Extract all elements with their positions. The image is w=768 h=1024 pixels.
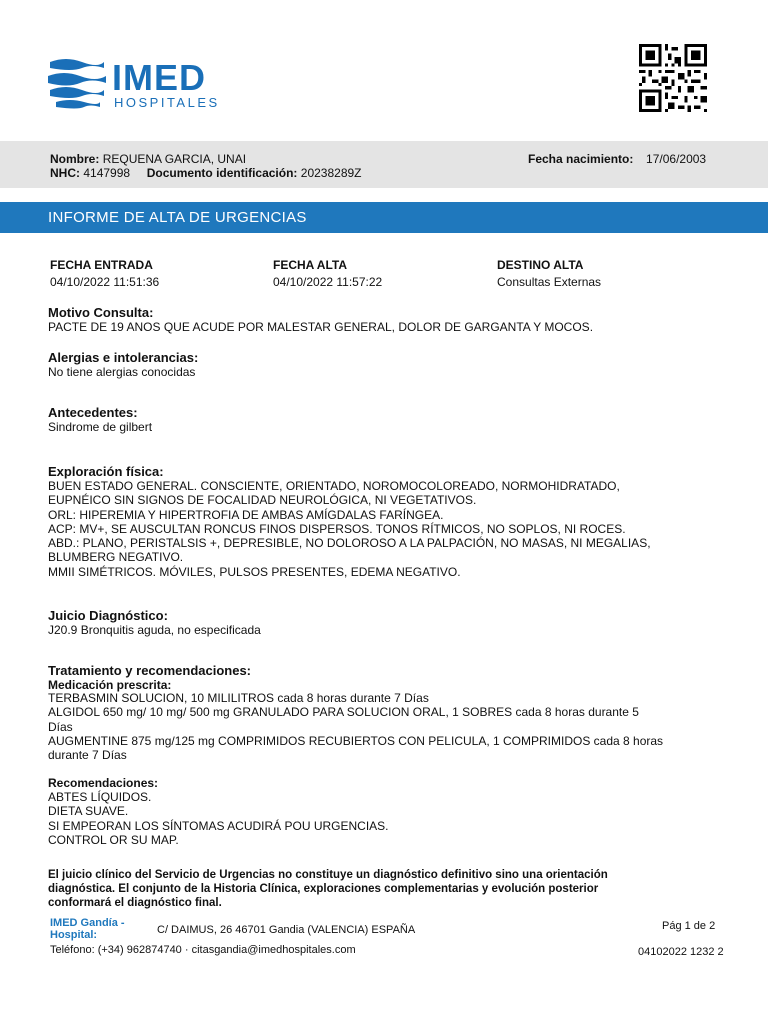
discharge-date-value: 04/10/2022 11:57:22 (273, 275, 383, 289)
disclaimer-text: El juicio clínico del Servicio de Urgencias no constituye un diagnóstico definitivo sino una orientación diagnóstica. El conjunto de la Historia Clínica, exploraciones complementarias y evolución posterior conformará el diagnóstico final. (48, 869, 608, 909)
footer-hospital-label: IMED Gandía - Hospital: (50, 917, 125, 941)
patient-birth-row (528, 152, 706, 166)
patient-birth-label: Fecha nacimiento: (528, 152, 634, 166)
brand-name: IMED (112, 57, 206, 98)
footer-page-number: Pág 1 de 2 (662, 920, 716, 932)
brand-tagline: HOSPITALES (114, 95, 220, 110)
exploracion-text: BUEN ESTADO GENERAL. CONSCIENTE, ORIENTADO, NOROMOCOLOREADO, NORMOHIDRATADO, EUPNÉICO SIN SIGNOS DE FOCALIDAD NEUROLÓGICA, NI VEGETATIVOS. ORL: HIPEREMIA Y HIPERTROFIA DE AMBAS AMÍGDALAS FARÍNGEA. ACP: MV+, SE AUSCULTAN RONCUS FINOS DISPERSOS. TONOS RÍTMICOS, NO SOPLOS, NI ROCES. ABD.: PLANO, PERISTALSIS +, DEPRESIBLE, NO DOLOROSO A LA PALPACIÓN, NO MASAS, NI MEGALIAS, BLUMBERG NEGATIVO. MMII SIMÉTRICOS. MÓVILES, PULSOS PRESENTES, EDEMA NEGATIVO. (48, 479, 651, 579)
report-title: INFORME DE ALTA DE URGENCIAS (48, 209, 307, 226)
patient-birth-value: 17/06/2003 (646, 152, 707, 166)
imed-waves-icon (46, 56, 108, 112)
alergias-heading: Alergias e intolerancias: (48, 350, 199, 365)
entry-date-value: 04/10/2022 11:51:36 (50, 275, 160, 289)
patient-nhc-label: NHC: (50, 166, 80, 180)
patient-doc-label: Documento identificación: (146, 166, 298, 180)
recomendaciones-heading: Recomendaciones: (48, 776, 159, 790)
footer-contact: Teléfono: (+34) 962874740 · citasgandia@imedhospitales.com (50, 944, 356, 956)
destination-label: DESTINO ALTA (497, 258, 584, 272)
alergias-text: No tiene alergias conocidas (48, 365, 196, 379)
report-title-bar (0, 202, 768, 233)
juicio-heading: Juicio Diagnóstico: (48, 608, 168, 623)
patient-nhc-value: 4147998 (83, 166, 131, 180)
motivo-heading: Motivo Consulta: (48, 305, 154, 320)
footer-address: C/ DAIMUS, 26 46701 Gandia (VALENCIA) ESPAÑA (157, 924, 416, 936)
destination-value: Consultas Externas (497, 275, 602, 289)
recomendaciones-text: ABTES LÍQUIDOS. DIETA SUAVE. SI EMPEORAN LOS SÍNTOMAS ACUDIRÁ POU URGENCIAS. CONTROL OR SU MAP. (48, 790, 389, 847)
qr-code-icon (637, 44, 709, 112)
antecedentes-text: Sindrome de gilbert (48, 420, 153, 434)
patient-name-label: Nombre: (50, 152, 100, 166)
medicacion-text: TERBASMIN SOLUCION, 10 MILILITROS cada 8 horas durante 7 Días ALGIDOL 650 mg/ 10 mg/ 500 mg GRANULADO PARA SOLUCION ORAL, 1 SOBRES cada 8 horas durante 5 Días AUGMENTINE 875 mg/125 mg COMPRIMIDOS RECUBIERTOS CON PELICULA, 1 COMPRIMIDOS cada 8 horas durante 7 Días (48, 691, 664, 763)
tratamiento-heading: Tratamiento y recomendaciones: (48, 663, 252, 678)
juicio-text: J20.9 Bronquitis aguda, no especificada (48, 623, 261, 637)
antecedentes-heading: Antecedentes: (48, 405, 138, 420)
patient-name-value: REQUENA GARCIA, UNAI (102, 152, 247, 166)
medicacion-heading: Medicación prescrita: (48, 678, 172, 692)
entry-date-label: FECHA ENTRADA (50, 258, 153, 272)
footer-doc-code: 04102022 1232 2 (638, 946, 724, 958)
discharge-date-label: FECHA ALTA (273, 258, 347, 272)
imed-logo (46, 56, 236, 112)
exploracion-heading: Exploración física: (48, 464, 164, 479)
patient-name-row (50, 152, 246, 166)
motivo-text: PACTE DE 19 ANOS QUE ACUDE POR MALESTAR GENERAL, DOLOR DE GARGANTA Y MOCOS. (48, 320, 594, 334)
patient-doc-value: 20238289Z (300, 166, 362, 180)
patient-id-row (50, 166, 362, 180)
